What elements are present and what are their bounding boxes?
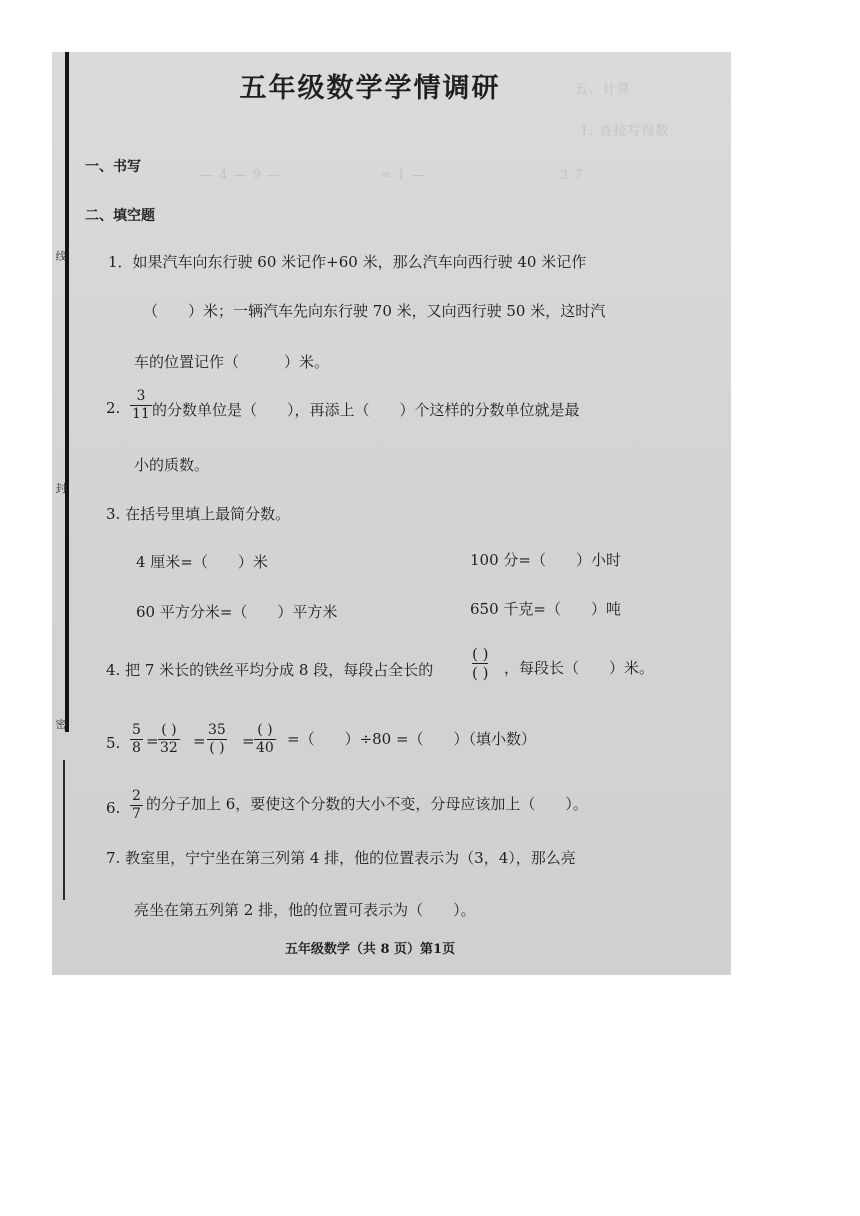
binding-line xyxy=(65,52,69,732)
question-2-fraction xyxy=(130,388,152,423)
question-3-item-c: 60 平方分米=（ ）平方米 xyxy=(136,603,338,621)
question-3-prompt: 3. 在括号里填上最简分数。 xyxy=(106,505,291,523)
question-5-fraction-3 xyxy=(206,722,228,757)
question-2-number: 2. xyxy=(106,399,121,417)
fraction-denominator: ( ) xyxy=(209,740,225,756)
equals-sign: = xyxy=(193,732,206,750)
question-3-item-b: 100 分=（ ）小时 xyxy=(470,551,621,569)
question-4-text-b: ，每段长（ ）米。 xyxy=(504,659,655,677)
bleed-through-mark: 3 7 xyxy=(560,168,584,183)
fraction-numerator: 35 xyxy=(208,722,226,738)
question-2-line-2: 小的质数。 xyxy=(134,456,210,474)
question-6-number: 6. xyxy=(106,799,121,817)
binding-line-lower xyxy=(63,760,65,900)
margin-char-xian: 线 xyxy=(55,250,67,263)
equals-sign: = xyxy=(242,732,255,750)
blank-numerator: ( ) xyxy=(472,645,489,663)
question-3-item-d: 650 千克=（ ）吨 xyxy=(470,600,621,618)
equals-sign: = xyxy=(146,732,159,750)
page-title: 五年级数学学情调研 xyxy=(239,73,501,104)
fraction-denominator: 11 xyxy=(132,406,150,422)
question-6-text: 的分子加上 6，要使这个分数的大小不变，分母应该加上（ ）。 xyxy=(146,795,588,813)
fraction-numerator: ( ) xyxy=(257,722,273,738)
page-footer: 五年级数学（共 8 页）第1页 xyxy=(284,942,456,957)
bleed-through-mark: — 4 — 9 — xyxy=(200,168,282,183)
question-6-fraction xyxy=(130,788,143,823)
question-1-line-1: 1．如果汽车向东行驶 60 米记作+60 米，那么汽车向西行驶 40 米记作 xyxy=(108,253,587,271)
bleed-through-mark: 1. 直接写得数 xyxy=(580,124,670,139)
question-4-blank-fraction xyxy=(472,645,488,682)
margin-char-mi: 密 xyxy=(55,718,67,731)
question-1-line-3: 车的位置记作（ ）米。 xyxy=(134,353,330,371)
question-3-item-a: 4 厘米=（ ）米 xyxy=(136,553,268,571)
fraction-numerator: 2 xyxy=(132,788,141,804)
question-5-fraction-2 xyxy=(158,722,180,757)
fraction-denominator: 8 xyxy=(132,740,141,756)
question-5-rest: =（ ）÷80 =（ ）（填小数） xyxy=(287,730,537,748)
question-1-line-2: （ ）米；一辆汽车先向东行驶 70 米，又向西行驶 50 米，这时汽 xyxy=(143,302,606,320)
fraction-denominator: 7 xyxy=(132,806,141,822)
fraction-numerator: 3 xyxy=(136,388,146,404)
blank-denominator: ( ) xyxy=(472,664,489,682)
section-heading-writing: 一、书写 xyxy=(85,159,141,175)
fraction-numerator: 5 xyxy=(132,722,141,738)
margin-char-feng: 封 xyxy=(55,482,67,495)
question-7-line-2: 亮坐在第五列第 2 排，他的位置可表示为（ ）。 xyxy=(134,901,476,919)
question-5-fraction-4 xyxy=(254,722,276,757)
bleed-through-mark: = 1 — xyxy=(380,168,426,183)
question-2-line-1: 的分数单位是（ ），再添上（ ）个这样的分数单位就是最 xyxy=(152,401,580,419)
fraction-denominator: 32 xyxy=(160,740,178,756)
question-4-text-a: 4. 把 7 米长的铁丝平均分成 8 段，每段占全长的 xyxy=(106,661,434,679)
section-heading-fill-blank: 二、填空题 xyxy=(85,208,155,224)
fraction-numerator: ( ) xyxy=(161,722,177,738)
bleed-through-mark: 五、计算 xyxy=(575,82,632,97)
fraction-denominator: 40 xyxy=(256,740,274,756)
question-5-fraction-1 xyxy=(130,722,143,757)
question-5-number: 5. xyxy=(106,734,121,752)
question-7-line-1: 7. 教室里，宁宁坐在第三列第 4 排，他的位置表示为（3，4），那么亮 xyxy=(106,849,576,867)
